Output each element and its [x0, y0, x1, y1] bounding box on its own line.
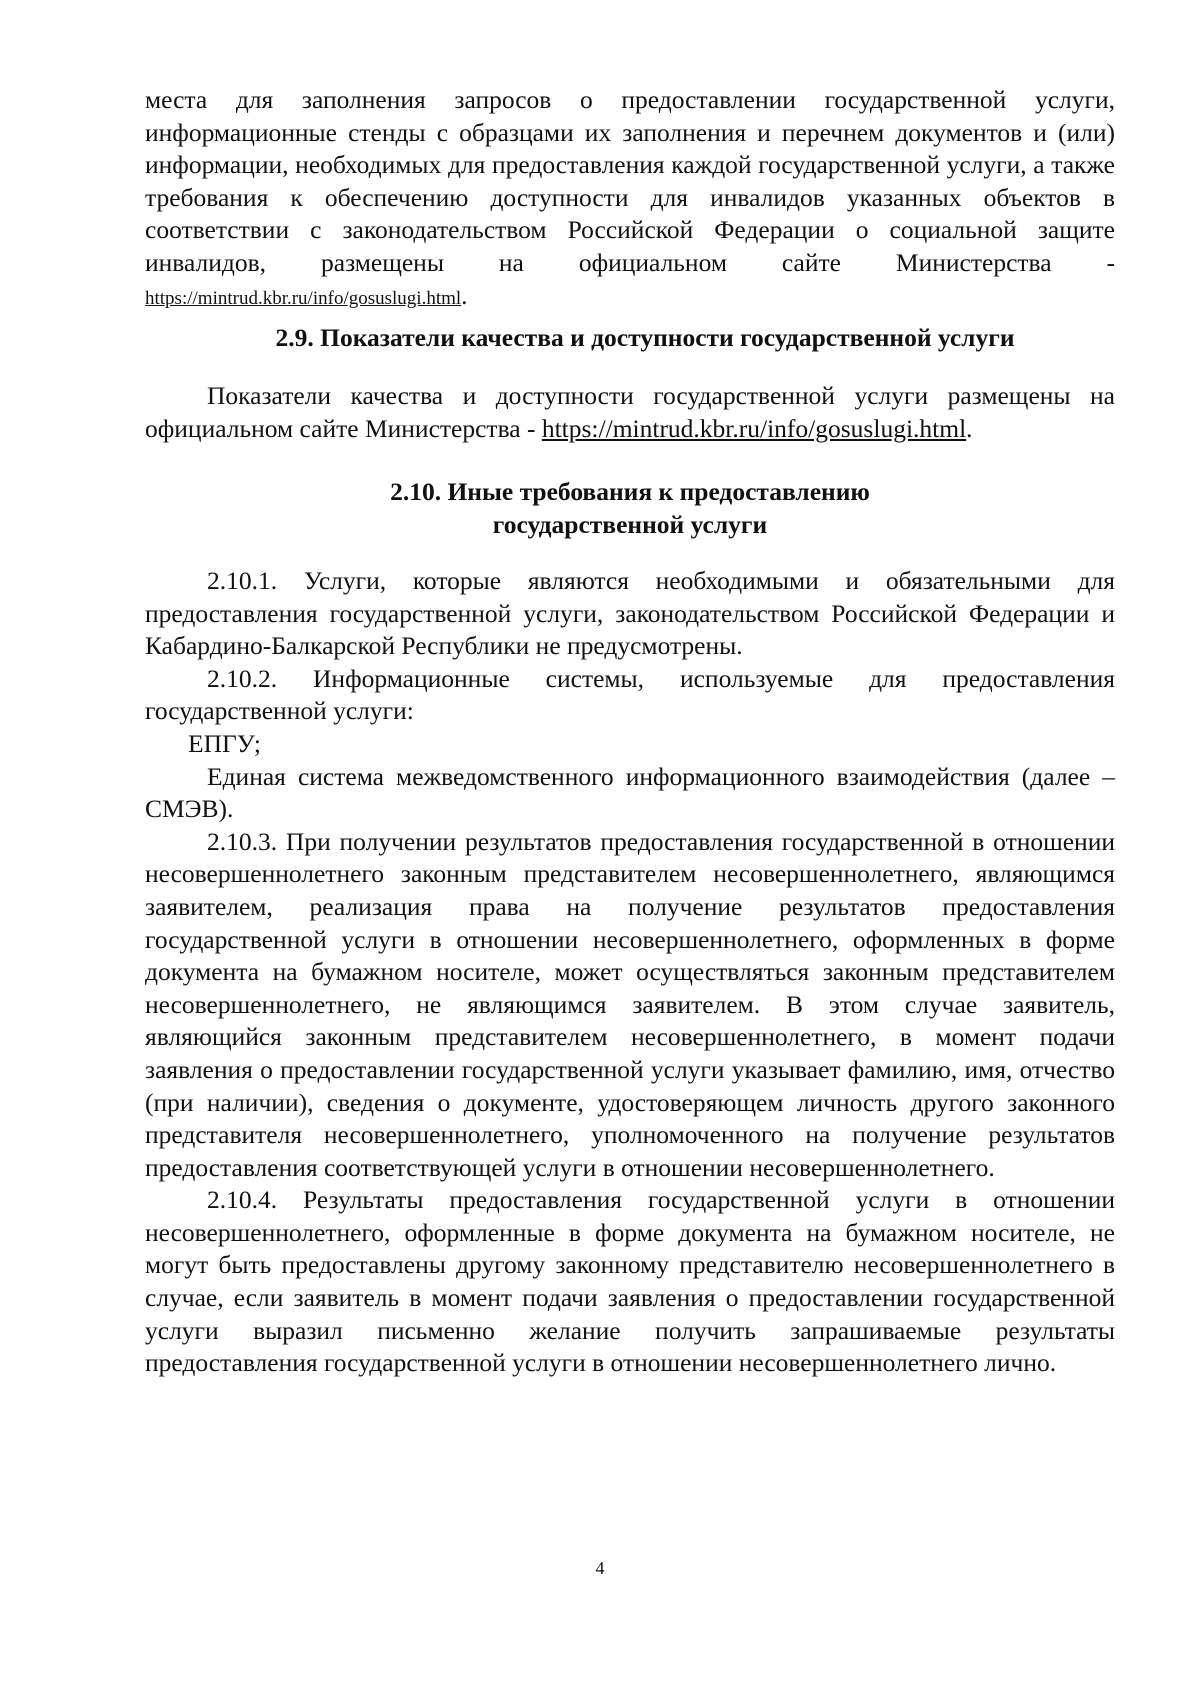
ministry-link-2[interactable]: https://mintrud.kbr.ru/info/gosuslugi.html: [541, 413, 967, 443]
section-2-9-text: Показатели качества и доступности государственной услуги размещены на официальном сайте Министерства -: [145, 381, 1115, 443]
section-2-10-body: [145, 565, 1115, 1380]
page-number: 4: [595, 1558, 605, 1578]
section-2-10-heading: [145, 476, 1115, 541]
ministry-link[interactable]: https://mintrud.kbr.ru/info/gosuslugi.html: [145, 287, 462, 309]
section-2-10-heading-line1: 2.10. Иные требования к предоставлению: [390, 477, 870, 506]
section-2-9-end: .: [966, 413, 973, 443]
section-2-9-heading: 2.9. Показатели качества и доступности государственной услуги: [275, 323, 1015, 352]
section-2-9-paragraph: [145, 380, 1115, 445]
paragraph-2-10-2: 2.10.2. Информационные системы, используемые для предоставления государственной услуги:: [145, 663, 1115, 726]
paragraph-2-10-1: 2.10.1. Услуги, которые являются необходимыми и обязательными для предоставления государственной услуги, законодательством Российской Федерации и Кабардино-Балкарской Республики не предусмотрены.: [145, 566, 1115, 661]
paragraph-2-10-3: 2.10.3. При получении результатов предоставления государственной в отношении несовершеннолетнего законным представителем несовершеннолетнего, являющимся заявителем, реализация права на получение результатов предоставления государственной услуги в отношении несовершеннолетнего, оформленных в форме документа на бумажном носителе, может осуществляться законным представителем несовершеннолетнего, не являющимся заявителем. В этом случае заявитель, являющийся законным представителем несовершеннолетнего, в момент подачи заявления о предоставлении государственной услуги указывает фамилию, имя, отчество (при наличии), сведения о документе, удостоверяющем личность другого законного представителя несовершеннолетнего, уполномоченного на получение результатов предоставления соответствующей услуги в отношении несовершеннолетнего.: [145, 826, 1115, 1182]
intro-end: .: [461, 280, 468, 310]
intro-paragraph: [145, 84, 1115, 315]
list-item-smev: Единая система межведомственного информационного взаимодействия (далее – СМЭВ).: [145, 761, 1115, 824]
section-2-10-heading-line2: государственной услуги: [492, 509, 768, 539]
list-item-epgu: ЕПГУ;: [188, 728, 261, 758]
intro-text: места для заполнения запросов о предоставлении государственной услуги, информационные стенды с образцами их заполнения и перечнем документов и (или) информации, необходимых для предоставления каждой государственной услуги, а также требования к обеспечению доступности для инвалидов указанных объектов в соответствии с законодательством Российской Федерации о социальной защите инвалидов, размещены на официальном сайте Министерства -: [145, 85, 1115, 277]
paragraph-2-10-4: 2.10.4. Результаты предоставления государственной услуги в отношении несовершеннолетнего, оформленные в форме документа на бумажном носителе, не могут быть предоставлены другому законному представителю несовершеннолетнего в случае, если заявитель в момент подачи заявления о предоставлении государственной услуги выразил письменно желание получить запрашиваемые результаты предоставления государственной услуги в отношении несовершеннолетнего лично.: [145, 1185, 1115, 1378]
